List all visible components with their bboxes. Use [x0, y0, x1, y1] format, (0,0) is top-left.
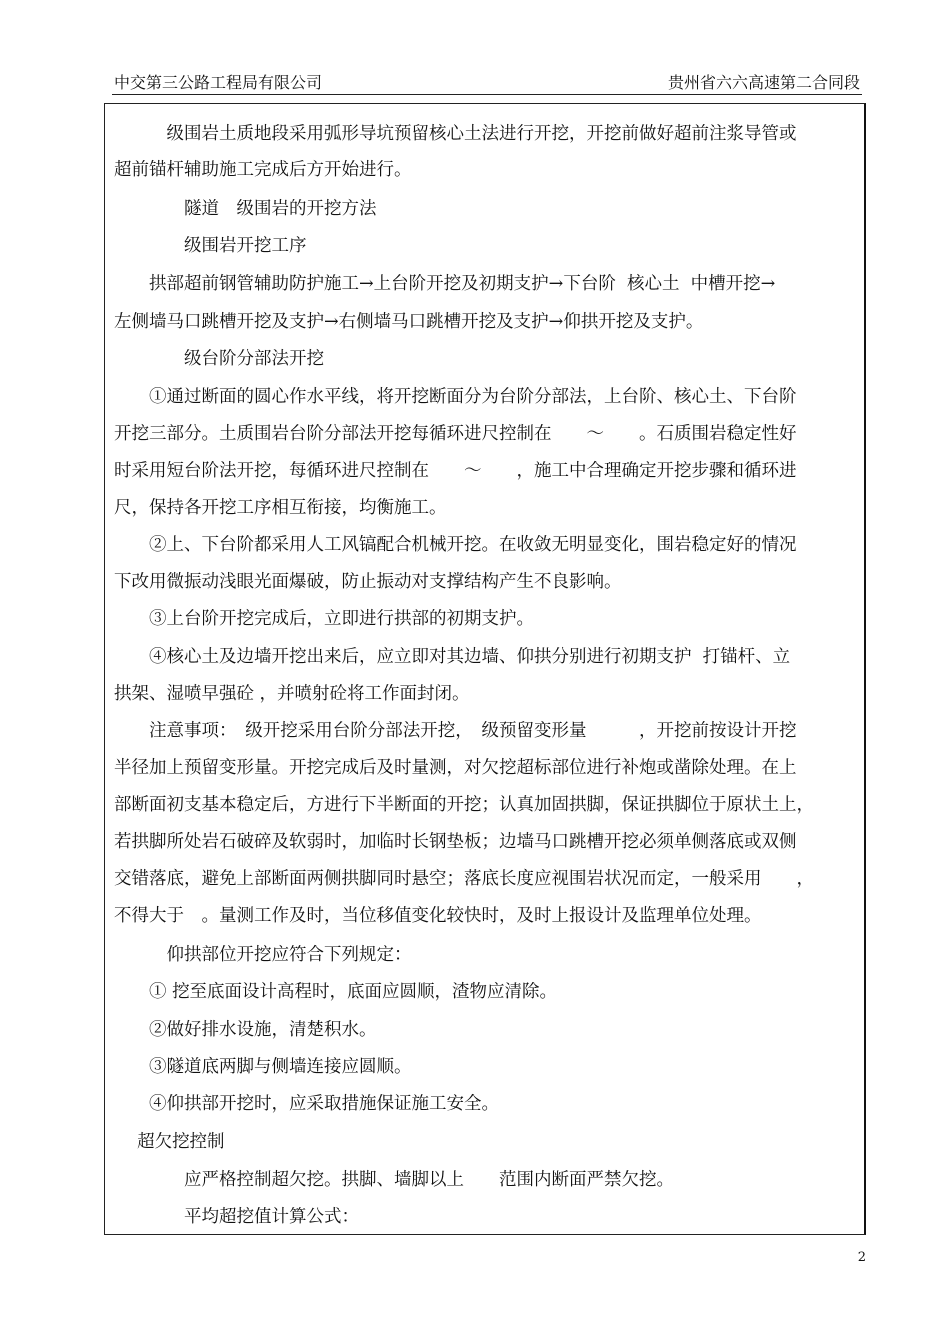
text-line: ① 挖至底面设计高程时，底面应圆顺，渣物应清除。 — [114, 982, 558, 1002]
text-line: 左侧墙马口跳槽开挖及支护→右侧墙马口跳槽开挖及支护→仰拱开挖及支护。 — [114, 312, 704, 332]
page-number: 2 — [857, 1250, 866, 1265]
text-line: ③隧道底两脚与侧墙连接应圆顺。 — [114, 1057, 412, 1077]
text-line: ③上台阶开挖完成后，立即进行拱部的初期支护。 — [114, 609, 534, 629]
text-line: 注意事项： 级开挖采用台阶分部法开挖， 级预留变形量 ，开挖前按设计开挖 — [114, 721, 797, 741]
text-line: ④仰拱部开挖时，应采取措施保证施工安全。 — [114, 1094, 499, 1114]
text-line: ②上、下台阶都采用人工风镐配合机械开挖。在收敛无明显变化，围岩稳定好的情况 — [114, 535, 797, 555]
text-line: 交错落底，避免上部断面两侧拱脚同时悬空；落底长度应视围岩状况而定，一般采用 ， — [114, 869, 814, 889]
text-line: 时采用短台阶法开挖，每循环进尺控制在 ～ ，施工中合理确定开挖步骤和循环进 — [114, 461, 797, 481]
text-line: ①通过断面的圆心作水平线，将开挖断面分为台阶分部法，上台阶、核心土、下台阶 — [114, 387, 797, 407]
text-line: 级台阶分部法开挖 — [114, 349, 324, 369]
text-line: 隧道 级围岩的开挖方法 — [114, 199, 377, 219]
text-line: 超欠挖控制 — [114, 1132, 225, 1152]
text-line: 级围岩开挖工序 — [114, 236, 307, 256]
text-line: 仰拱部位开挖应符合下列规定： — [114, 945, 412, 965]
text-line: 超前锚杆辅助施工完成后方开始进行。 — [114, 160, 412, 180]
text-line: 开挖三部分。土质围岩台阶分部法开挖每循环进尺控制在 ～ 。石质围岩稳定性好 — [114, 424, 797, 444]
text-line: ②做好排水设施，清楚积水。 — [114, 1020, 377, 1040]
text-line: 应严格控制超欠挖。拱脚、墙脚以上 范围内断面严禁欠挖。 — [114, 1170, 674, 1190]
text-line: 若拱脚所处岩石破碎及软弱时，加临时长钢垫板；边墙马口跳槽开挖必须单侧落底或双侧 — [114, 832, 797, 852]
header-project: 贵州省六六高速第二合同段 — [667, 73, 860, 92]
text-line: 半径加上预留变形量。开挖完成后及时量测，对欠挖超标部位进行补炮或凿除处理。在上 — [114, 758, 797, 778]
page-header — [112, 68, 862, 95]
text-line: 下改用微振动浅眼光面爆破，防止振动对支撑结构产生不良影响。 — [114, 572, 622, 592]
text-line: 级围岩土质地段采用弧形导坑预留核心土法进行开挖，开挖前做好超前注浆导管或 — [114, 124, 797, 144]
text-line: 部断面初支基本稳定后，方进行下半断面的开挖；认真加固拱脚，保证拱脚位于原状土上， — [114, 795, 814, 815]
header-company: 中交第三公路工程局有限公司 — [114, 73, 323, 92]
text-line: ④核心土及边墙开挖出来后，应立即对其边墙、仰拱分别进行初期支护 打锚杆、立 — [114, 647, 791, 667]
text-line: 拱部超前钢管辅助防护施工→上台阶开挖及初期支护→下台阶 核心土 中槽开挖→ — [114, 274, 776, 294]
text-line: 尺，保持各开挖工序相互衔接，均衡施工。 — [114, 498, 447, 518]
text-line: 拱架、湿喷早强砼 ，并喷射砼将工作面封闭。 — [114, 684, 470, 704]
text-line: 平均超挖值计算公式： — [114, 1207, 359, 1227]
text-line: 不得大于 。量测工作及时，当位移值变化较快时，及时上报设计及监理单位处理。 — [114, 906, 762, 926]
